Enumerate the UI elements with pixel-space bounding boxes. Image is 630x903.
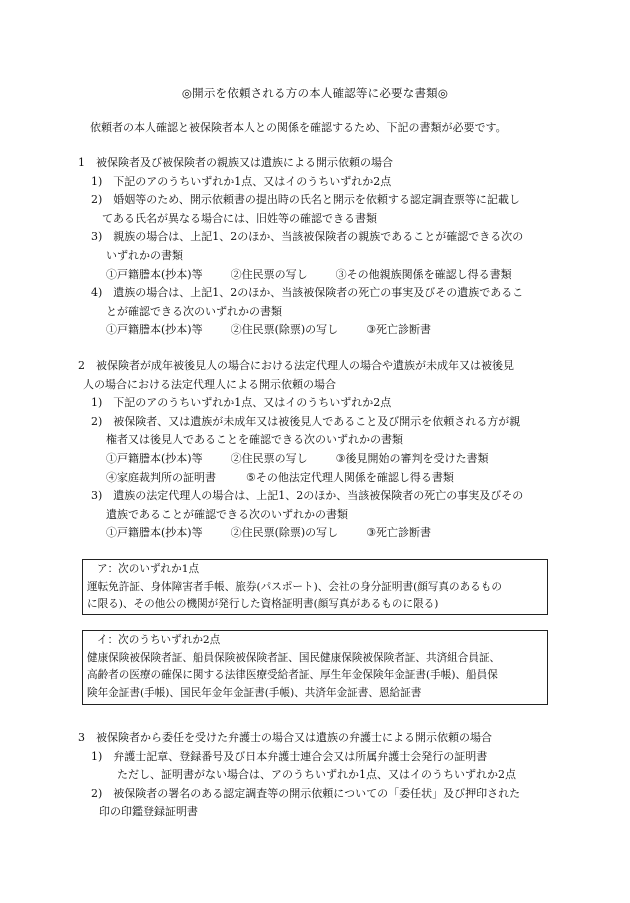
box-a-line: 運転免許証、身体障害者手帳、旅券(パスポート)、会社の身分証明書(顔写真のあるもの: [87, 580, 502, 593]
section-1-item-3: 3) 親族の場合は、上記1、2のほか、当該被保険者の親族であることが確認できる次の: [91, 230, 524, 244]
section-2-item-1: 1) 下記のアのうちいずれか1点、又はイのうちいずれか2点: [91, 396, 392, 410]
doc-item: ②住民票(除票)の写し: [230, 323, 339, 337]
section-2-item-2: 2) 被保険者、又は遺族が未成年又は被後見人であること及び開示を依頼される方が親: [91, 414, 521, 428]
doc-item: ②住民票の写し: [230, 267, 308, 281]
box-a: [82, 559, 548, 615]
section-2-item-3: 3) 遺族の法定代理人の場合は、上記1、2のほか、当該被保険者の死亡の事実及びその: [91, 489, 524, 503]
doc-item: ③その他親族関係を確認し得る書類: [335, 267, 512, 281]
doc-item: ⑤その他法定代理人関係を確認し得る書類: [246, 470, 454, 484]
section-1-item-2-cont: てある氏名が異なる場合には、旧姓等の確認できる書類: [102, 211, 377, 225]
section-3-item-2-cont: 印の印鑑登録証明書: [99, 805, 198, 819]
doc-item: ③死亡診断書: [366, 323, 432, 337]
section-1-item-3-cont: いずれかの書類: [106, 248, 183, 262]
doc-item: ③死亡診断書: [366, 526, 432, 540]
section-1: [78, 154, 554, 340]
box-b: [82, 630, 548, 705]
doc-item: ②住民票(除票)の写し: [230, 526, 339, 540]
section-2: [78, 357, 554, 543]
section-2-heading-cont: 人の場合における法定代理人による開示依頼の場合: [83, 377, 336, 391]
doc-item: ①戸籍謄本(抄本)等: [106, 526, 203, 540]
section-3-item-1: 1) 弁護士記章、登録番号及び日本弁護士連合会又は所属弁護士会発行の証明書: [91, 749, 488, 763]
section-1-item-4: 4) 遺族の場合は、上記1、2のほか、当該被保険者の死亡の事実及びその遺族であるこ: [91, 286, 524, 300]
section-1-item-4-cont: とが確認できる次のいずれかの書類: [106, 304, 282, 318]
section-1-item-4-docs: [78, 321, 554, 340]
section-1-item-3-docs: [78, 266, 554, 285]
section-2-item-3-docs: [78, 524, 554, 543]
box-b-line: 険年金証書(手帳)、国民年金年金証書(手帳)、共済年金証書、恩給証書: [87, 686, 422, 699]
section-2-item-2-docs-2: [78, 469, 554, 488]
doc-item: ①戸籍謄本(抄本)等: [106, 323, 203, 337]
doc-item: ①戸籍謄本(抄本)等: [106, 451, 203, 465]
box-a-heading: ア：次のいずれか1点: [97, 563, 200, 575]
box-b-heading: イ：次のうちいずれか2点: [97, 634, 221, 646]
box-b-line: 高齢者の医療の確保に関する法律医療受給者証、厚生年金保険年金証書(手帳)、船員保: [87, 669, 498, 682]
section-2-item-3-cont: 遺族であることが確認できる次のいずれかの書類: [106, 507, 348, 521]
section-3: [78, 729, 554, 822]
section-3-item-1-note: ただし、証明書がない場合は、アのうちいずれか1点、又はイのうちいずれか2点: [117, 768, 516, 782]
section-1-heading: 1 被保険者及び被保険者の親族又は遺族による開示依頼の場合: [78, 156, 393, 169]
doc-item: ④家庭裁判所の証明書: [106, 470, 216, 484]
section-2-heading: 2 被保険者が成年被後見人の場合における法定代理人の場合や遺族が未成年又は被後見: [78, 359, 514, 372]
doc-item: ②住民票の写し: [230, 451, 308, 465]
section-2-item-2-docs-1: [78, 450, 554, 469]
document-title: ◎開示を依頼される方の本人確認等に必要な書類◎: [181, 86, 449, 100]
doc-item: ③後見開始の審判を受けた書類: [335, 451, 489, 465]
box-b-line: 健康保険被保険者証、船員保険被保険者証、国民健康保険被保険者証、共済組合員証、: [87, 651, 501, 664]
box-a-line: に限る)、その他公の機関が発行した資格証明書(顔写真があるものに限る): [87, 598, 439, 611]
section-1-item-2: 2) 婚姻等のため、開示依頼書の提出時の氏名と開示を依頼する認定調査票等に記載し: [91, 193, 520, 207]
doc-item: ①戸籍謄本(抄本)等: [106, 267, 203, 281]
section-3-heading: 3 被保険者から委任を受けた弁護士の場合又は遺族の弁護士による開示依頼の場合: [78, 731, 492, 744]
section-3-item-2: 2) 被保険者の署名のある認定調査等の開示依頼についての「委任状」及び押印された: [91, 786, 521, 800]
section-2-item-2-cont: 権者又は後見人であることを確認できる次のいずれかの書類: [106, 433, 403, 447]
section-1-item-1: 1) 下記のアのうちいずれか1点、又はイのうちいずれか2点: [91, 174, 392, 188]
intro-text: 依頼者の本人確認と被保険者本人との関係を確認するため、下記の書類が必要です。: [90, 121, 507, 134]
